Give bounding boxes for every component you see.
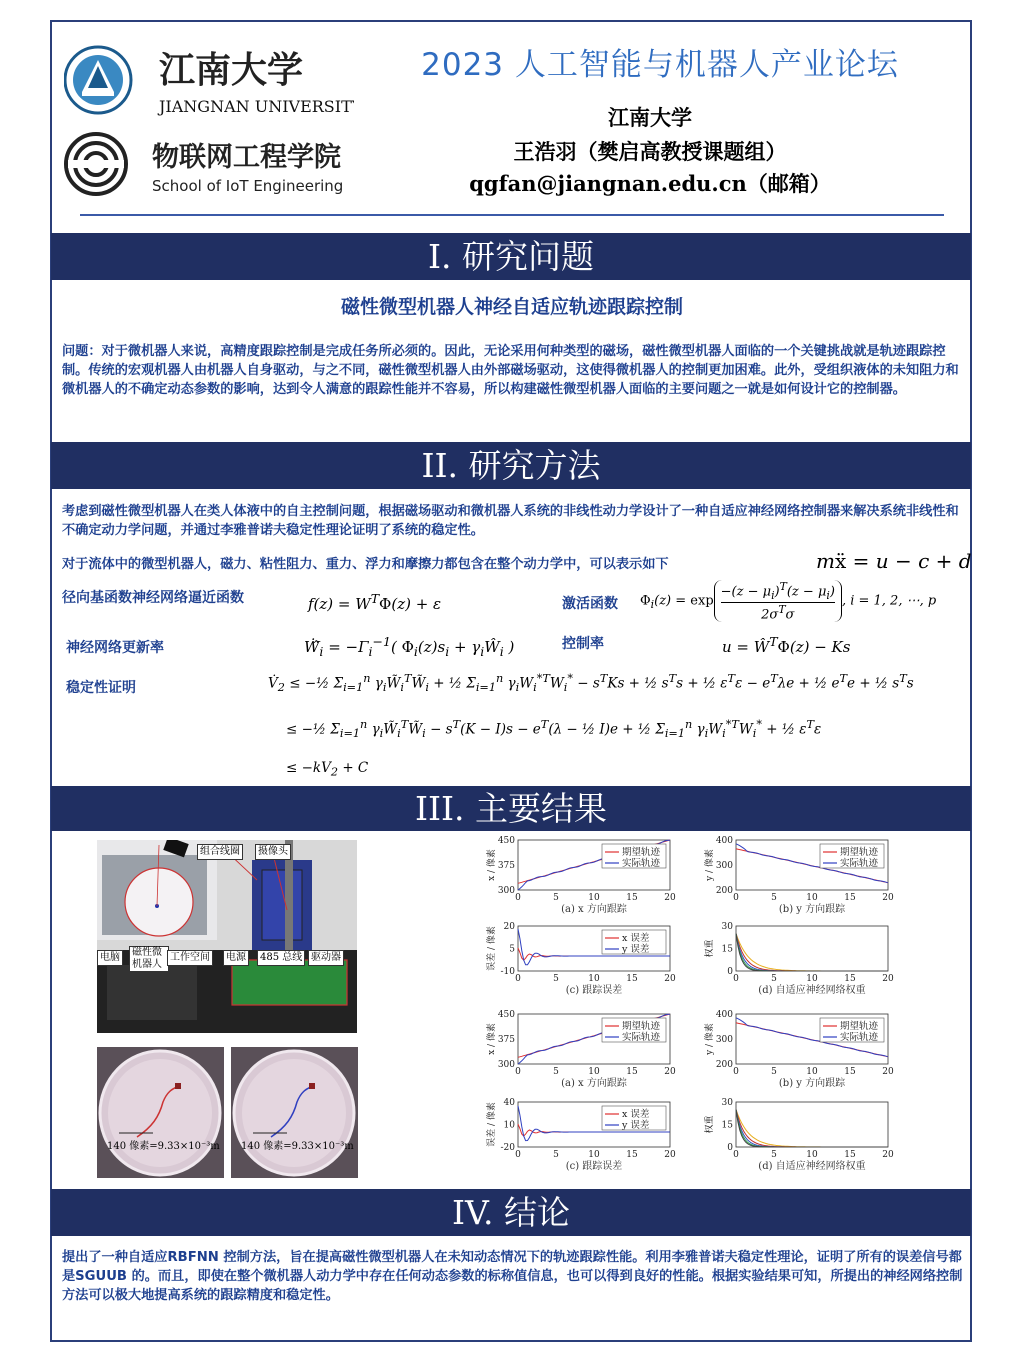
affiliation: 江南大学 <box>608 105 692 130</box>
plot-caption-1: (b) y 方向跟踪 <box>778 904 846 915</box>
y-axis-label-7: 权重 <box>705 1115 715 1134</box>
petri-dish-photo-1 <box>97 1047 224 1178</box>
y-tick-0-450: 450 <box>497 836 515 846</box>
plot-caption-0: (a) x 方向跟踪 <box>561 904 627 915</box>
y-tick-5-200: 200 <box>715 1060 733 1070</box>
section-1-header: I. 研究问题 <box>51 233 971 280</box>
y-tick-6-10: 10 <box>503 1120 515 1131</box>
stability-equation-3: ≤ $-kV_2 + C$ <box>286 760 369 779</box>
conference-title: 2023 人工智能与机器人产业论坛 <box>421 47 899 83</box>
legend-label-5-1: 实际轨迹 <box>840 1032 879 1043</box>
scale-label-1: 140 像素=9.33×10⁻³m <box>107 1141 220 1152</box>
x-tick-3-20: 20 <box>882 974 894 984</box>
y-tick-7-0: 0 <box>727 1143 733 1153</box>
x-tick-3-0: 0 <box>733 974 739 984</box>
label-driver: 驱动器 <box>308 950 344 966</box>
experiment-setup-photo <box>97 840 357 1033</box>
x-tick-5-5: 5 <box>771 1067 777 1077</box>
y-tick-3-0: 0 <box>727 967 733 977</box>
x-tick-3-5: 5 <box>771 974 777 984</box>
control-label: 控制率 <box>562 636 604 652</box>
section-3-header: III. 主要结果 <box>51 786 971 831</box>
plot-caption-5: (b) y 方向跟踪 <box>778 1078 846 1089</box>
x-tick-2-5: 5 <box>553 974 559 984</box>
x-tick-5-15: 15 <box>844 1067 856 1077</box>
x-tick-5-20: 20 <box>882 1067 894 1077</box>
plot-caption-6: (c) 跟踪误差 <box>565 1161 623 1172</box>
jiangnan-university-logo <box>64 44 354 118</box>
legend-label-2-1: y 误差 <box>622 944 650 955</box>
x-tick-0-15: 15 <box>626 893 638 903</box>
x-tick-1-15: 15 <box>844 893 856 903</box>
x-tick-0-10: 10 <box>588 893 600 903</box>
update-label: 神经网络更新率 <box>66 640 164 656</box>
x-tick-4-5: 5 <box>553 1067 559 1077</box>
y-tick-4-375: 375 <box>497 1035 515 1045</box>
section-2-header: II. 研究方法 <box>51 442 971 489</box>
label-workspace: 工作空间 <box>167 950 213 966</box>
stability-equation-1: $V̇_2$ ≤ −½ $\Sigma_{i=1}^n$ $\gamma_iW̃_i^TW̃_i$ + ½ $\Sigma_{i=1}^n$ $\gamma_iW_i^{*T}W_i^* - s^TKs$ + ½ $s^Ts$ + ½ $\varepsilon^T\varepsilon - e^T\lambda e$ + ½ $e^Te$ + ½ $s^Ts$ <box>268 672 914 695</box>
y-tick-7-15: 15 <box>721 1120 733 1131</box>
x-tick-5-10: 10 <box>806 1067 818 1077</box>
x-tick-1-10: 10 <box>806 893 818 903</box>
y-tick-0-375: 375 <box>497 861 515 871</box>
legend-label-2-0: x 误差 <box>622 933 650 944</box>
author: 王浩羽（樊启高教授课题组） <box>513 139 787 164</box>
control-equation: $u = Ŵ^T\Phi(z) - Ks$ <box>722 634 851 656</box>
legend-label-1-1: 实际轨迹 <box>840 858 879 869</box>
school-en-label: School of IoT Engineering <box>152 177 344 195</box>
y-axis-label-0: x / 像素 <box>487 849 497 881</box>
y-tick-1-200: 200 <box>715 886 733 896</box>
legend-label-1-0: 期望轨迹 <box>840 847 879 858</box>
problem-subtitle: 磁性微型机器人神经自适应轨迹跟踪控制 <box>340 296 683 318</box>
y-axis-label-1: y / 像素 <box>705 849 715 881</box>
y-tick-4-300: 300 <box>497 1060 515 1070</box>
y-axis-label-2: 误差 / 像素 <box>487 926 497 971</box>
section-4-header: IV. 结论 <box>51 1189 971 1236</box>
label-power: 电源 <box>223 950 249 966</box>
dynamics-equation: mẍ = u − c + d <box>816 549 972 573</box>
x-tick-1-5: 5 <box>771 893 777 903</box>
y-tick-3-30: 30 <box>721 922 733 932</box>
legend-label-5-0: 期望轨迹 <box>840 1021 879 1032</box>
scale-label-2: 140 像素=9.33×10⁻³m <box>241 1141 354 1152</box>
legend-label-0-0: 期望轨迹 <box>622 847 661 858</box>
y-axis-label-5: y / 像素 <box>705 1023 715 1055</box>
x-tick-0-5: 5 <box>553 893 559 903</box>
x-tick-2-15: 15 <box>626 974 638 984</box>
x-tick-0-20: 20 <box>664 893 676 903</box>
x-tick-0-0: 0 <box>515 893 521 903</box>
email: qgfan@jiangnan.edu.cn（邮箱） <box>469 171 831 196</box>
legend-label-0-1: 实际轨迹 <box>622 858 661 869</box>
label-bus: 485 总线 <box>257 950 305 966</box>
legend-label-6-0: x 误差 <box>622 1109 650 1120</box>
x-tick-3-10: 10 <box>806 974 818 984</box>
method-intro: 考虑到磁性微型机器人在类人体液中的自主控制问题，根据磁场驱动和微机器人系统的非线性动力学设计了一种自适应神经网络控制器来解决系统非线性和不确定动力学问题，并通过李雅普诺夫稳定性理论证明了系统的稳定性。 <box>62 504 959 538</box>
x-tick-5-0: 0 <box>733 1067 739 1077</box>
x-tick-6-0: 0 <box>515 1150 521 1160</box>
x-tick-2-20: 20 <box>664 974 676 984</box>
y-tick-2-5: 5 <box>509 944 515 955</box>
x-tick-7-15: 15 <box>844 1150 856 1160</box>
activation-equation: $\Phi_i(z) = \exp$ $-(z - \mu_i)^T(z - \mu_i)$ $2\sigma^T\sigma$ , i = 1, 2, ⋯, p <box>640 580 937 623</box>
univ-en-label: JIANGNAN UNIVERSITY <box>159 97 354 116</box>
x-tick-7-20: 20 <box>882 1150 894 1160</box>
y-tick-1-400: 400 <box>715 836 733 846</box>
x-tick-4-0: 0 <box>515 1067 521 1077</box>
y-tick-3-15: 15 <box>721 944 733 955</box>
x-tick-3-15: 15 <box>844 974 856 984</box>
legend-label-4-1: 实际轨迹 <box>622 1032 661 1043</box>
plot-caption-3: (d) 自适应神经网络权重 <box>758 985 866 996</box>
header-divider <box>80 214 944 216</box>
y-axis-label-6: 误差 / 像素 <box>487 1102 497 1147</box>
x-tick-7-10: 10 <box>806 1150 818 1160</box>
y-axis-label-3: 权重 <box>705 939 715 958</box>
label-microrobot: 磁性微机器人 <box>129 946 169 972</box>
x-tick-1-0: 0 <box>733 893 739 903</box>
legend-label-6-1: y 误差 <box>622 1120 650 1131</box>
rbf-label: 径向基函数神经网络逼近函数 <box>62 590 244 606</box>
petri-dish-photo-2 <box>231 1047 358 1178</box>
x-tick-6-15: 15 <box>626 1150 638 1160</box>
y-tick-6-40: 40 <box>503 1098 515 1108</box>
x-tick-6-10: 10 <box>588 1150 600 1160</box>
y-tick-2--10: -10 <box>500 967 515 977</box>
x-tick-7-5: 5 <box>771 1150 777 1160</box>
label-computer: 电脑 <box>97 950 123 966</box>
plot-caption-2: (c) 跟踪误差 <box>565 985 623 996</box>
y-tick-6--20: -20 <box>500 1143 515 1153</box>
x-tick-2-10: 10 <box>588 974 600 984</box>
problem-text: 问题：对于微机器人来说，高精度跟踪控制是完成任务所必须的。因此，无论采用何种类型的磁场，磁性微型机器人面临的一个关键挑战就是轨迹跟踪控制。传统的宏观机器人由机器人自身驱动，与之不同，磁性微型机器人由外部磁场驱动，这使得微机器人的控制更加困难。此外，受组织液体的未知阻力和微机器人的不确定动态参数的影响，达到令人满意的跟踪性能并不容易，所以构建磁性微型机器人面临的主要问题之一就是如何设计它的控制器。 <box>62 344 959 397</box>
x-tick-6-5: 5 <box>553 1150 559 1160</box>
stability-equation-2: ≤ −½ $\Sigma_{i=1}^n$ $\gamma_iW̃_i^TW̃_i - s^T(K - I)s - e^T(\lambda$ − ½ I)e + ½ $\Sigma_{i=1}^n$ $\gamma_iW_i^{*T}W_i^*$ + ½ $\varepsilon^T\varepsilon$ <box>286 718 822 741</box>
method-dynamics-text: 对于流体中的微型机器人，磁力、粘性阻力、重力、浮力和摩擦力都包含在整个动力学中，可以表示如下 <box>62 557 669 572</box>
update-equation: $Ẇ̂_i = -\Gamma_i^{-1}$( $\Phi_i(z)s_i$ + $\gamma_iŴ_i$ ) <box>304 634 515 659</box>
y-tick-7-30: 30 <box>721 1098 733 1108</box>
stability-label: 稳定性证明 <box>66 680 136 696</box>
x-tick-7-0: 0 <box>733 1150 739 1160</box>
result-plots <box>478 834 898 1184</box>
label-coil: 组合线圈 <box>197 844 243 860</box>
y-tick-5-400: 400 <box>715 1010 733 1020</box>
x-tick-4-10: 10 <box>588 1067 600 1077</box>
conclusion-text: 提出了一种自适应RBFNN 控制方法，旨在提高磁性微型机器人在未知动态情况下的轨迹跟踪性能。利用李雅普诺夫稳定性理论，证明了所有的误差信号都是SGUUB 的。而且，即使在整个微机器人动力学中存在任何动态参数的标称值信息，也可以得到良好的性能。根据实验结果可知，所提出的神经网络控制方法可以极大地提高系统的跟踪精度和稳定性。 <box>62 1250 963 1303</box>
x-tick-4-15: 15 <box>626 1067 638 1077</box>
univ-cn-logotype: 江南大学 <box>159 49 304 91</box>
y-tick-2-20: 20 <box>503 922 515 932</box>
legend-label-4-0: 期望轨迹 <box>622 1021 661 1032</box>
x-tick-2-0: 0 <box>515 974 521 984</box>
x-tick-4-20: 20 <box>664 1067 676 1077</box>
x-tick-1-20: 20 <box>882 893 894 903</box>
y-tick-0-300: 300 <box>497 886 515 896</box>
y-tick-4-450: 450 <box>497 1010 515 1020</box>
activation-label: 激活函数 <box>562 596 618 612</box>
y-tick-1-300: 300 <box>715 861 733 871</box>
plot-caption-4: (a) x 方向跟踪 <box>561 1078 627 1089</box>
rbf-equation: $f(z) = W^T\Phi(z) + \varepsilon$ <box>308 591 442 613</box>
label-camera: 摄像头 <box>255 844 291 860</box>
x-tick-6-20: 20 <box>664 1150 676 1160</box>
y-tick-5-300: 300 <box>715 1035 733 1045</box>
y-axis-label-4: x / 像素 <box>487 1023 497 1055</box>
plot-caption-7: (d) 自适应神经网络权重 <box>758 1161 866 1172</box>
school-iot-logo <box>64 130 384 200</box>
school-cn-logotype: 物联网工程学院 <box>152 142 341 173</box>
